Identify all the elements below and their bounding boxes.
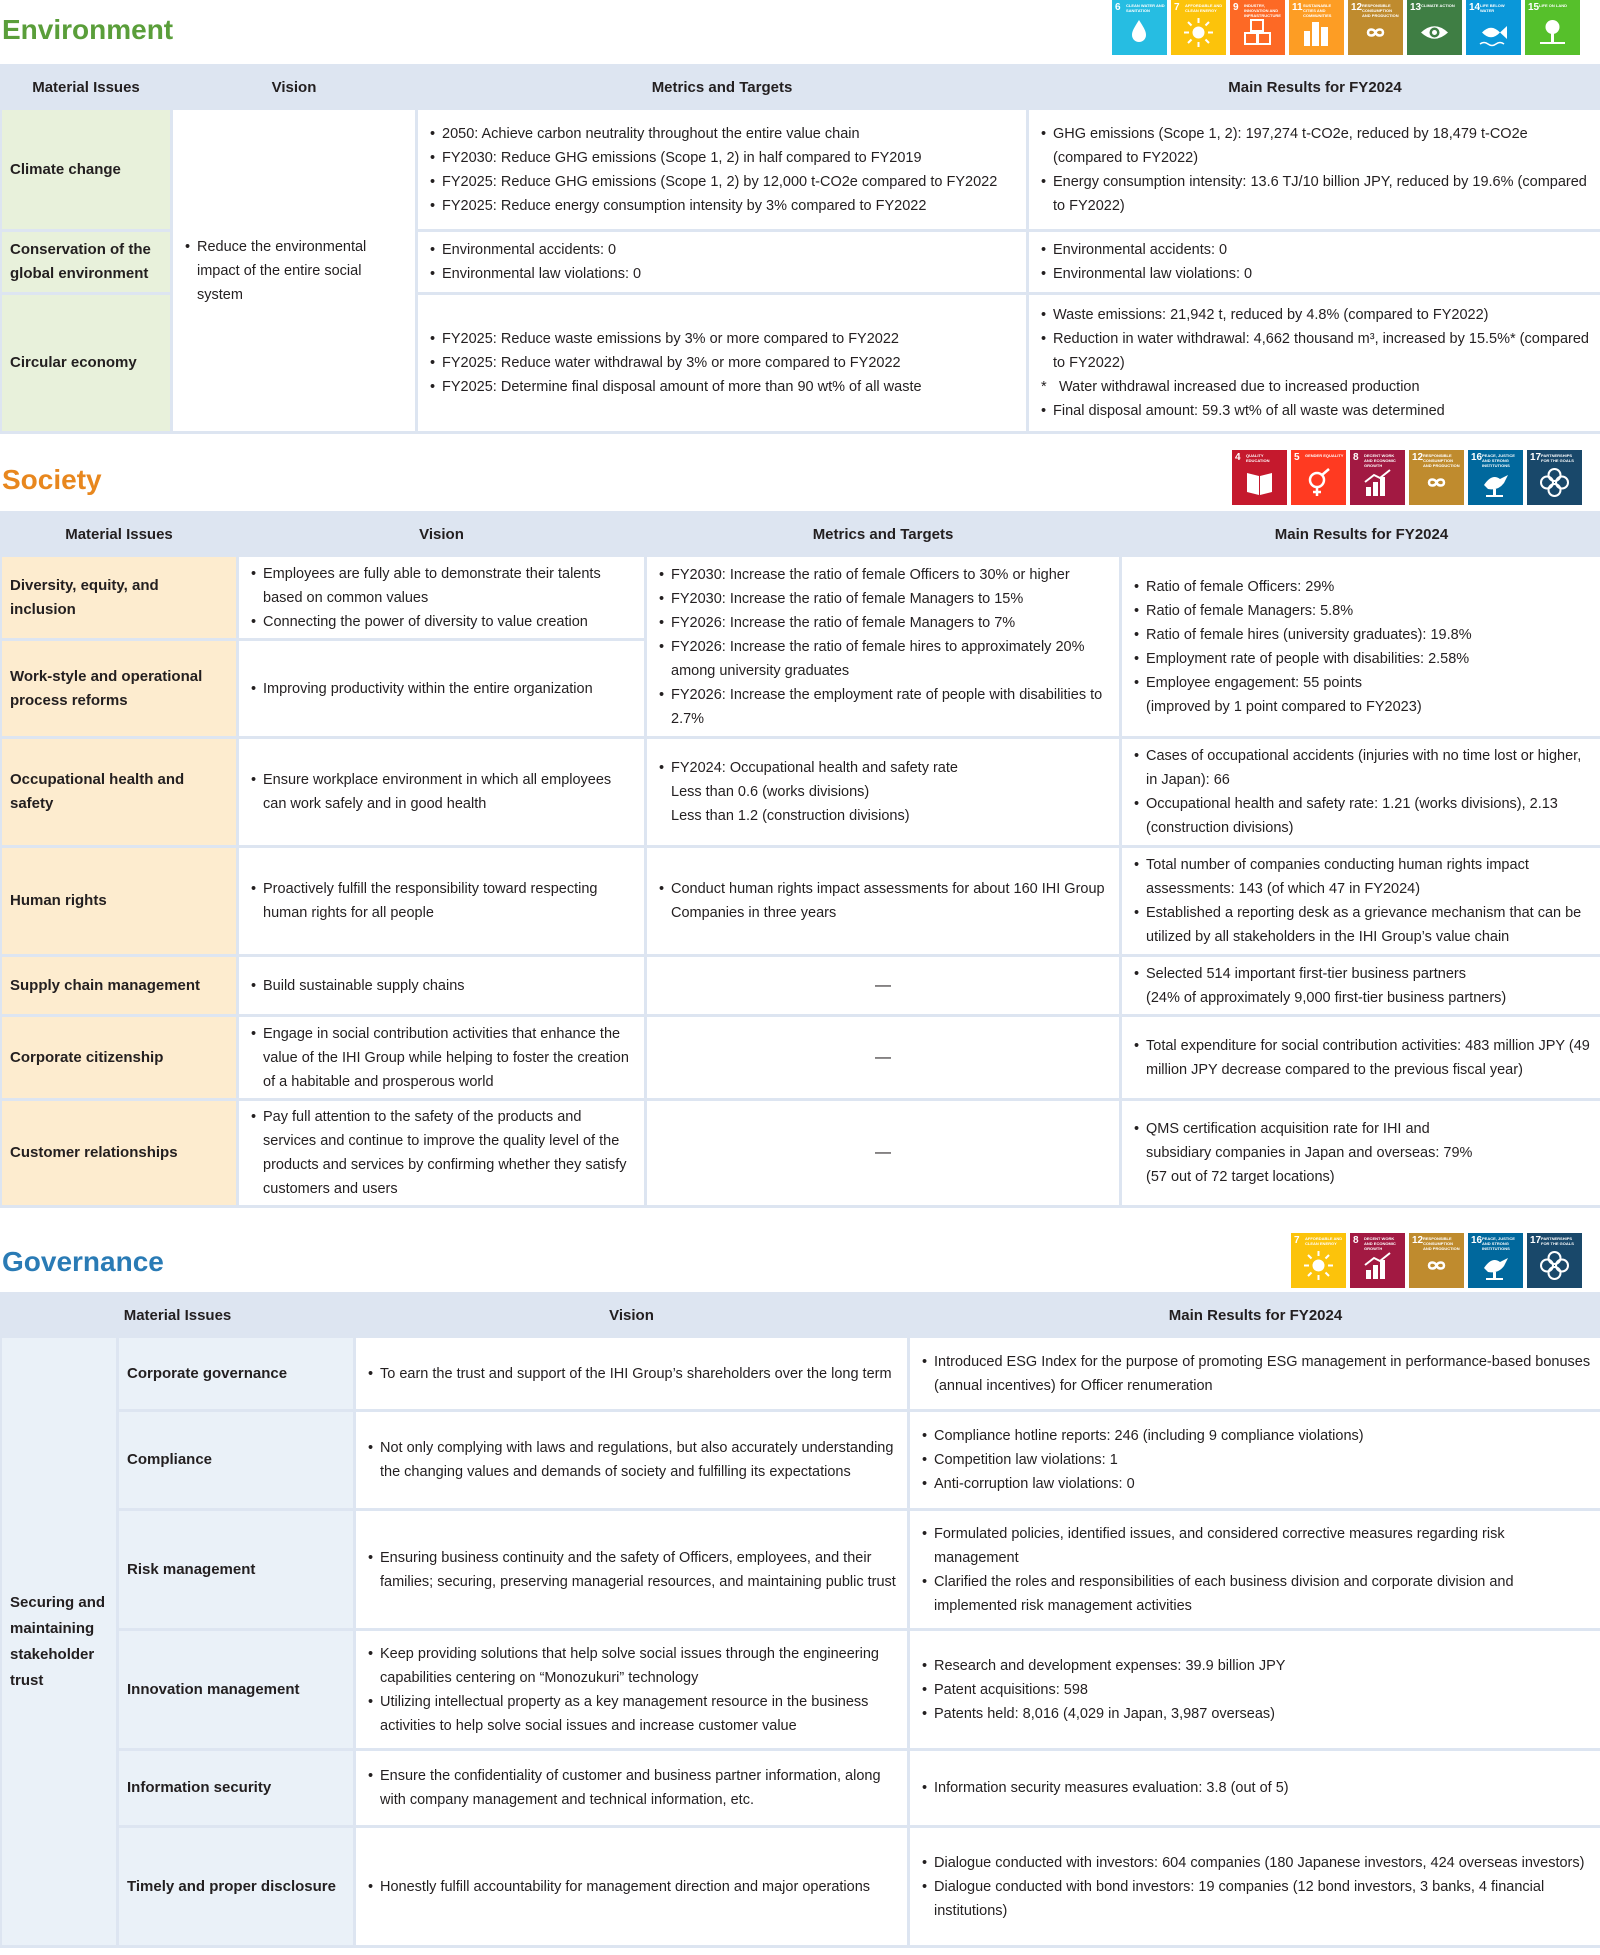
list-item: • Employees are fully able to demonstrate their talents based on common values — [247, 562, 636, 610]
gov-results-risk — [910, 1511, 1600, 1628]
list-item: • FY2025: Reduce energy consumption intensity by 3% compared to FY2022 — [426, 194, 1018, 218]
sdg-tile — [1112, 0, 1167, 55]
gov-vision-compliance — [356, 1412, 907, 1508]
soc-vision-supply-chain — [239, 957, 644, 1014]
soc-results-supply-chain — [1122, 957, 1600, 1014]
sdg-tile — [1230, 0, 1285, 55]
list-item: • Research and development expenses: 39.9 billion JPY — [918, 1654, 1593, 1678]
gov-header-issues: Material Issues — [2, 1295, 353, 1335]
list-item-continuation: subsidiary companies in Japan and overseas: 79% — [1146, 1145, 1473, 1161]
sdg-number: 13 — [1410, 2, 1422, 13]
list-item-continuation: (57 out of 72 target locations) — [1146, 1169, 1335, 1185]
list-item: • Occupational health and safety rate: 1.21 (works divisions), 2.13 (construction divisions) — [1130, 792, 1593, 840]
list-item-continuation: Less than 0.6 (works divisions) — [671, 784, 870, 800]
flower-ring-icon — [1539, 467, 1570, 498]
sdg-label: DECENT WORK AND ECONOMIC GROWTH — [1364, 1236, 1396, 1251]
sdg-label: AFFORDABLE AND CLEAN ENERGY — [1185, 3, 1223, 13]
list-item: • Honestly fulfill accountability for management direction and major operations — [364, 1875, 899, 1899]
gov-results-compliance — [910, 1412, 1600, 1508]
list-item: • Total number of companies conducting human rights impact assessments: 143 (of which 47 in FY2024) — [1130, 853, 1593, 901]
list-item: • Clarified the roles and responsibilities of each business division and corporate division and implemented risk management activities — [918, 1570, 1593, 1618]
gov-results-disclosure — [910, 1828, 1600, 1945]
soc-issue-supply-chain: Supply chain management — [2, 957, 236, 1014]
list-item: • Compliance hotline reports: 246 (including 9 compliance violations) — [918, 1424, 1593, 1448]
sdg-number: 14 — [1469, 2, 1481, 13]
sdg-number: 4 — [1235, 452, 1241, 463]
sdg-number: 7 — [1294, 1235, 1300, 1246]
list-item: • FY2030: Reduce GHG emissions (Scope 1, 2) in half compared to FY2019 — [426, 146, 1018, 170]
infinity-icon — [1360, 17, 1391, 48]
sdg-label: DECENT WORK AND ECONOMIC GROWTH — [1364, 453, 1396, 468]
list-item: • Waste emissions: 21,942 t, reduced by 4.8% (compared to FY2022) — [1037, 303, 1593, 327]
list-item: • Patent acquisitions: 598 — [918, 1678, 1593, 1702]
list-item: • FY2025: Determine final disposal amount of more than 90 wt% of all waste — [426, 375, 1018, 399]
soc-vision-citizenship — [239, 1017, 644, 1098]
sdg-tile — [1291, 1233, 1346, 1288]
env-header-vision: Vision — [173, 67, 415, 107]
sdg-number: 12 — [1412, 452, 1424, 463]
env-header-results: Main Results for FY2024 — [1029, 67, 1600, 107]
cubes-icon — [1242, 17, 1273, 48]
sdg-label: RESPONSIBLE CONSUMPTION AND PRODUCTION — [1423, 453, 1460, 468]
list-item: • FY2025: Reduce GHG emissions (Scope 1, 2) by 12,000 t-CO2e compared to FY2022 — [426, 170, 1018, 194]
list-item-continuation: (improved by 1 point compared to FY2023) — [1146, 698, 1422, 715]
list-item: • Employment rate of people with disabilities: 2.58% — [1130, 647, 1593, 671]
sdg-number: 8 — [1353, 1235, 1359, 1246]
environment-title: Environment — [2, 14, 174, 45]
sdg-label: AFFORDABLE AND CLEAN ENERGY — [1305, 1236, 1343, 1246]
sdg-label: LIFE BELOW WATER — [1480, 3, 1505, 13]
infinity-icon — [1421, 467, 1452, 498]
list-item: • GHG emissions (Scope 1, 2): 197,274 t-CO2e, reduced by 18,479 t-CO2e (compared to FY2022) — [1037, 122, 1593, 170]
book-icon — [1244, 467, 1275, 498]
sdg-label: INDUSTRY, INNOVATION AND INFRASTRUCTURE — [1244, 3, 1281, 18]
soc-header-issues: Material Issues — [2, 514, 236, 554]
list-item: • Connecting the power of diversity to value creation — [247, 610, 636, 634]
gov-issue-info-security: Information security — [119, 1751, 353, 1825]
list-item: • Ensuring business continuity and the safety of Officers, employees, and their families; securing, preserving managerial resources, and maintaining public trust — [364, 1546, 899, 1594]
env-metrics-conservation — [418, 232, 1026, 292]
sdg-number: 15 — [1528, 2, 1540, 13]
sdg-number: 5 — [1294, 452, 1300, 463]
water-drop-icon — [1124, 17, 1155, 48]
list-item: • Employee engagement: 55 points — [1130, 671, 1593, 695]
soc-issue-diversity: Diversity, equity, and inclusion — [2, 557, 236, 638]
soc-metrics-supply-chain: — — [647, 957, 1119, 1014]
list-item: • Final disposal amount: 59.3 wt% of all waste was determined — [1037, 399, 1593, 423]
gov-issue-innovation: Innovation management — [119, 1631, 353, 1748]
gov-vision-risk — [356, 1511, 907, 1628]
list-item: • Information security measures evaluation: 3.8 (out of 5) — [918, 1776, 1593, 1800]
gov-vision-info-security — [356, 1751, 907, 1825]
list-item-continuation: Less than 1.2 (construction divisions) — [671, 808, 910, 824]
sdg-number: 16 — [1471, 452, 1483, 463]
list-item: • Patents held: 8,016 (4,029 in Japan, 3,987 overseas) — [918, 1702, 1593, 1726]
list-item: • Not only complying with laws and regulations, but also accurately understanding the changing values and demands of society and fulfilling its expectations — [364, 1436, 899, 1484]
sdg-tile — [1409, 1233, 1464, 1288]
sdg-label: SUSTAINABLE CITIES AND COMMUNITIES — [1303, 3, 1332, 18]
list-item: • Conduct human rights impact assessments for about 160 IHI Group Companies in three years — [655, 877, 1111, 925]
env-issue-circular: Circular economy — [2, 295, 170, 431]
soc-header-metrics: Metrics and Targets — [647, 514, 1119, 554]
soc-metrics-ohs — [647, 739, 1119, 845]
sdg-tile — [1525, 0, 1580, 55]
gov-header-results: Main Results for FY2024 — [910, 1295, 1600, 1335]
sdg-number: 17 — [1530, 452, 1542, 463]
growth-chart-icon — [1362, 1250, 1393, 1281]
gov-issue-disclosure: Timely and proper disclosure — [119, 1828, 353, 1945]
list-item: • Pay full attention to the safety of the products and services and continue to improve the quality level of the products and services by confirming whether they satisfy customers and users — [247, 1105, 636, 1201]
list-item: • Formulated policies, identified issues, and considered corrective measures regarding risk management — [918, 1522, 1593, 1570]
tree-icon — [1537, 17, 1568, 48]
list-item: • Proactively fulfill the responsibility toward respecting human rights for all people — [247, 877, 636, 925]
soc-issue-workstyle: Work-style and operational process reforms — [2, 641, 236, 736]
list-item: • Introduced ESG Index for the purpose of promoting ESG management in performance-based bonuses (annual incentives) for Officer renumeration — [918, 1350, 1593, 1398]
sun-icon — [1303, 1250, 1334, 1281]
gov-parent-issue: Securing and maintaining stakeholder trust — [2, 1338, 116, 1945]
env-vision-item: • Reduce the environmental impact of the entire social system — [181, 235, 407, 307]
eye-icon — [1419, 17, 1450, 48]
soc-results-ohs — [1122, 739, 1600, 845]
society-table — [0, 511, 1600, 1208]
list-item: • Build sustainable supply chains — [247, 974, 636, 998]
list-item: • FY2030: Increase the ratio of female Officers to 30% or higher — [655, 563, 1111, 587]
soc-issue-human-rights: Human rights — [2, 848, 236, 954]
governance-section — [0, 1228, 1600, 1955]
list-item: • FY2026: Increase the ratio of female Managers to 7% — [655, 611, 1111, 635]
environment-sdg-icons — [1112, 0, 1580, 55]
sdg-label: PARTNERSHIPS FOR THE GOALS — [1541, 1236, 1574, 1246]
soc-results-customer — [1122, 1101, 1600, 1205]
list-item: • Ensure the confidentiality of customer and business partner information, along with company management and technical information, etc. — [364, 1764, 899, 1812]
infinity-icon — [1421, 1250, 1452, 1281]
sdg-label: QUALITY EDUCATION — [1246, 453, 1270, 463]
env-results-conservation — [1029, 232, 1600, 292]
society-title: Society — [2, 464, 102, 495]
soc-results-human-rights — [1122, 848, 1600, 954]
city-icon — [1301, 17, 1332, 48]
list-item: • Ratio of female hires (university graduates): 19.8% — [1130, 623, 1593, 647]
list-item: • Established a reporting desk as a grievance mechanism that can be utilized by all stakeholders in the IHI Group’s value chain — [1130, 901, 1593, 949]
list-item: • Utilizing intellectual property as a key management resource in the business activities to help solve social issues and increase customer value — [364, 1690, 899, 1738]
sdg-tile — [1350, 1233, 1405, 1288]
list-item: • FY2026: Increase the employment rate of people with disabilities to 2.7% — [655, 683, 1111, 731]
soc-vision-human-rights — [239, 848, 644, 954]
dove-icon — [1480, 467, 1511, 498]
list-item: • FY2024: Occupational health and safety rate — [655, 756, 1111, 780]
list-item: • Environmental accidents: 0 — [426, 238, 1018, 262]
gov-issue-corporate-governance: Corporate governance — [119, 1338, 353, 1409]
sdg-tile — [1348, 0, 1403, 55]
governance-title: Governance — [2, 1246, 164, 1277]
env-metrics-circular — [418, 295, 1026, 431]
soc-vision-ohs — [239, 739, 644, 845]
fish-icon — [1478, 17, 1509, 48]
list-item: • Environmental law violations: 0 — [426, 262, 1018, 286]
flower-ring-icon — [1539, 1250, 1570, 1281]
sdg-number: 7 — [1174, 2, 1180, 13]
sdg-number: 6 — [1115, 2, 1121, 13]
list-item: • Keep providing solutions that help solve social issues through the engineering capabilities centering on “Monozukuri” technology — [364, 1642, 899, 1690]
list-item: • Ratio of female Officers: 29% — [1130, 575, 1593, 599]
sdg-number: 9 — [1233, 2, 1239, 13]
list-item: • FY2030: Increase the ratio of female Managers to 15% — [655, 587, 1111, 611]
sdg-number: 12 — [1412, 1235, 1424, 1246]
env-results-circular — [1029, 295, 1600, 431]
soc-results-diversity — [1122, 557, 1600, 736]
soc-vision-workstyle — [239, 641, 644, 736]
soc-vision-customer — [239, 1101, 644, 1205]
list-item: • Anti-corruption law violations: 0 — [918, 1472, 1593, 1496]
list-item: • QMS certification acquisition rate for IHI and — [1130, 1117, 1593, 1141]
gov-issue-compliance: Compliance — [119, 1412, 353, 1508]
sdg-tile — [1350, 450, 1405, 505]
gender-icon — [1303, 467, 1334, 498]
list-item: • Environmental accidents: 0 — [1037, 238, 1593, 262]
soc-header-vision: Vision — [239, 514, 644, 554]
note-item: * Water withdrawal increased due to increased production — [1037, 375, 1593, 399]
sdg-tile — [1468, 450, 1523, 505]
env-results-climate — [1029, 110, 1600, 229]
growth-chart-icon — [1362, 467, 1393, 498]
sdg-label: GENDER EQUALITY — [1305, 453, 1344, 458]
sdg-number: 17 — [1530, 1235, 1542, 1246]
sdg-label: PEACE, JUSTICE AND STRONG INSTITUTIONS — [1482, 1236, 1515, 1251]
sdg-label: CLEAN WATER AND SANITATION — [1126, 3, 1165, 13]
sdg-label: CLIMATE ACTION — [1421, 3, 1455, 8]
soc-issue-ohs: Occupational health and safety — [2, 739, 236, 845]
list-item: • Dialogue conducted with investors: 604 companies (180 Japanese investors, 424 overseas investors) — [918, 1851, 1593, 1875]
sdg-tile — [1291, 450, 1346, 505]
list-item: • Total expenditure for social contribution activities: 483 million JPY (49 million JPY decrease compared to the previous fiscal year) — [1130, 1034, 1593, 1082]
sdg-label: PARTNERSHIPS FOR THE GOALS — [1541, 453, 1574, 463]
list-item: • Ensure workplace environment in which all employees can work safely and in good health — [247, 768, 636, 816]
soc-metrics-citizenship: — — [647, 1017, 1119, 1098]
environment-section — [0, 0, 1600, 440]
list-item: • Reduction in water withdrawal: 4,662 thousand m³, increased by 15.5%* (compared to FY2022) — [1037, 327, 1593, 375]
soc-header-results: Main Results for FY2024 — [1122, 514, 1600, 554]
governance-sdg-icons — [1291, 1233, 1582, 1288]
dove-icon — [1480, 1250, 1511, 1281]
sdg-tile — [1407, 0, 1462, 55]
soc-metrics-human-rights — [647, 848, 1119, 954]
env-issue-conservation: Conservation of the global environment — [2, 232, 170, 292]
list-item: • Environmental law violations: 0 — [1037, 262, 1593, 286]
gov-results-corporate-governance — [910, 1338, 1600, 1409]
sdg-number: 8 — [1353, 452, 1359, 463]
sun-icon — [1183, 17, 1214, 48]
society-section — [0, 448, 1600, 1218]
list-item: • Engage in social contribution activities that enhance the value of the IHI Group while helping to foster the creation of a habitable and prosperous world — [247, 1022, 636, 1094]
list-item: • FY2025: Reduce waste emissions by 3% or more compared to FY2022 — [426, 327, 1018, 351]
env-issue-climate: Climate change — [2, 110, 170, 229]
gov-header-vision: Vision — [356, 1295, 907, 1335]
list-item: • Energy consumption intensity: 13.6 TJ/10 billion JPY, reduced by 19.6% (compared to FY2022) — [1037, 170, 1593, 218]
sdg-tile — [1409, 450, 1464, 505]
list-item: • Selected 514 important first-tier business partners — [1130, 962, 1593, 986]
sdg-tile — [1468, 1233, 1523, 1288]
environment-table — [0, 64, 1600, 434]
sdg-number: 11 — [1292, 2, 1303, 13]
sdg-label: RESPONSIBLE CONSUMPTION AND PRODUCTION — [1362, 3, 1399, 18]
env-metrics-climate — [418, 110, 1026, 229]
list-item: • Competition law violations: 1 — [918, 1448, 1593, 1472]
sdg-tile — [1289, 0, 1344, 55]
sdg-tile — [1527, 450, 1582, 505]
soc-results-citizenship — [1122, 1017, 1600, 1098]
soc-issue-citizenship: Corporate citizenship — [2, 1017, 236, 1098]
sdg-tile — [1171, 0, 1226, 55]
list-item: • Cases of occupational accidents (injuries with no time lost or higher, in Japan): 66 — [1130, 744, 1593, 792]
gov-issue-risk: Risk management — [119, 1511, 353, 1628]
sdg-tile — [1527, 1233, 1582, 1288]
list-item: • FY2025: Reduce water withdrawal by 3% or more compared to FY2022 — [426, 351, 1018, 375]
gov-results-innovation — [910, 1631, 1600, 1748]
governance-table — [0, 1292, 1600, 1948]
list-item: • Dialogue conducted with bond investors: 19 companies (12 bond investors, 3 banks, 4 financial institutions) — [918, 1875, 1593, 1923]
sdg-tile — [1466, 0, 1521, 55]
sdg-number: 16 — [1471, 1235, 1483, 1246]
soc-metrics-customer: — — [647, 1101, 1119, 1205]
env-vision — [173, 110, 415, 431]
list-item: • FY2026: Increase the ratio of female hires to approximately 20% among university graduates — [655, 635, 1111, 683]
sdg-label: PEACE, JUSTICE AND STRONG INSTITUTIONS — [1482, 453, 1515, 468]
society-sdg-icons — [1232, 450, 1582, 505]
soc-issue-customer: Customer relationships — [2, 1101, 236, 1205]
soc-vision-diversity — [239, 557, 644, 638]
gov-vision-innovation — [356, 1631, 907, 1748]
gov-vision-disclosure — [356, 1828, 907, 1945]
sdg-label: RESPONSIBLE CONSUMPTION AND PRODUCTION — [1423, 1236, 1460, 1251]
gov-results-info-security — [910, 1751, 1600, 1825]
soc-metrics-diversity — [647, 557, 1119, 736]
list-item: • 2050: Achieve carbon neutrality throughout the entire value chain — [426, 122, 1018, 146]
sdg-tile — [1232, 450, 1287, 505]
sdg-label: LIFE ON LAND — [1539, 3, 1567, 8]
env-header-issues: Material Issues — [2, 67, 170, 107]
list-item: • Ratio of female Managers: 5.8% — [1130, 599, 1593, 623]
sdg-number: 12 — [1351, 2, 1363, 13]
list-item: • To earn the trust and support of the IHI Group’s shareholders over the long term — [364, 1362, 899, 1386]
gov-vision-corporate-governance — [356, 1338, 907, 1409]
list-item: • Improving productivity within the entire organization — [247, 677, 636, 701]
env-header-metrics: Metrics and Targets — [418, 67, 1026, 107]
list-item-continuation: (24% of approximately 9,000 first-tier business partners) — [1146, 989, 1507, 1006]
